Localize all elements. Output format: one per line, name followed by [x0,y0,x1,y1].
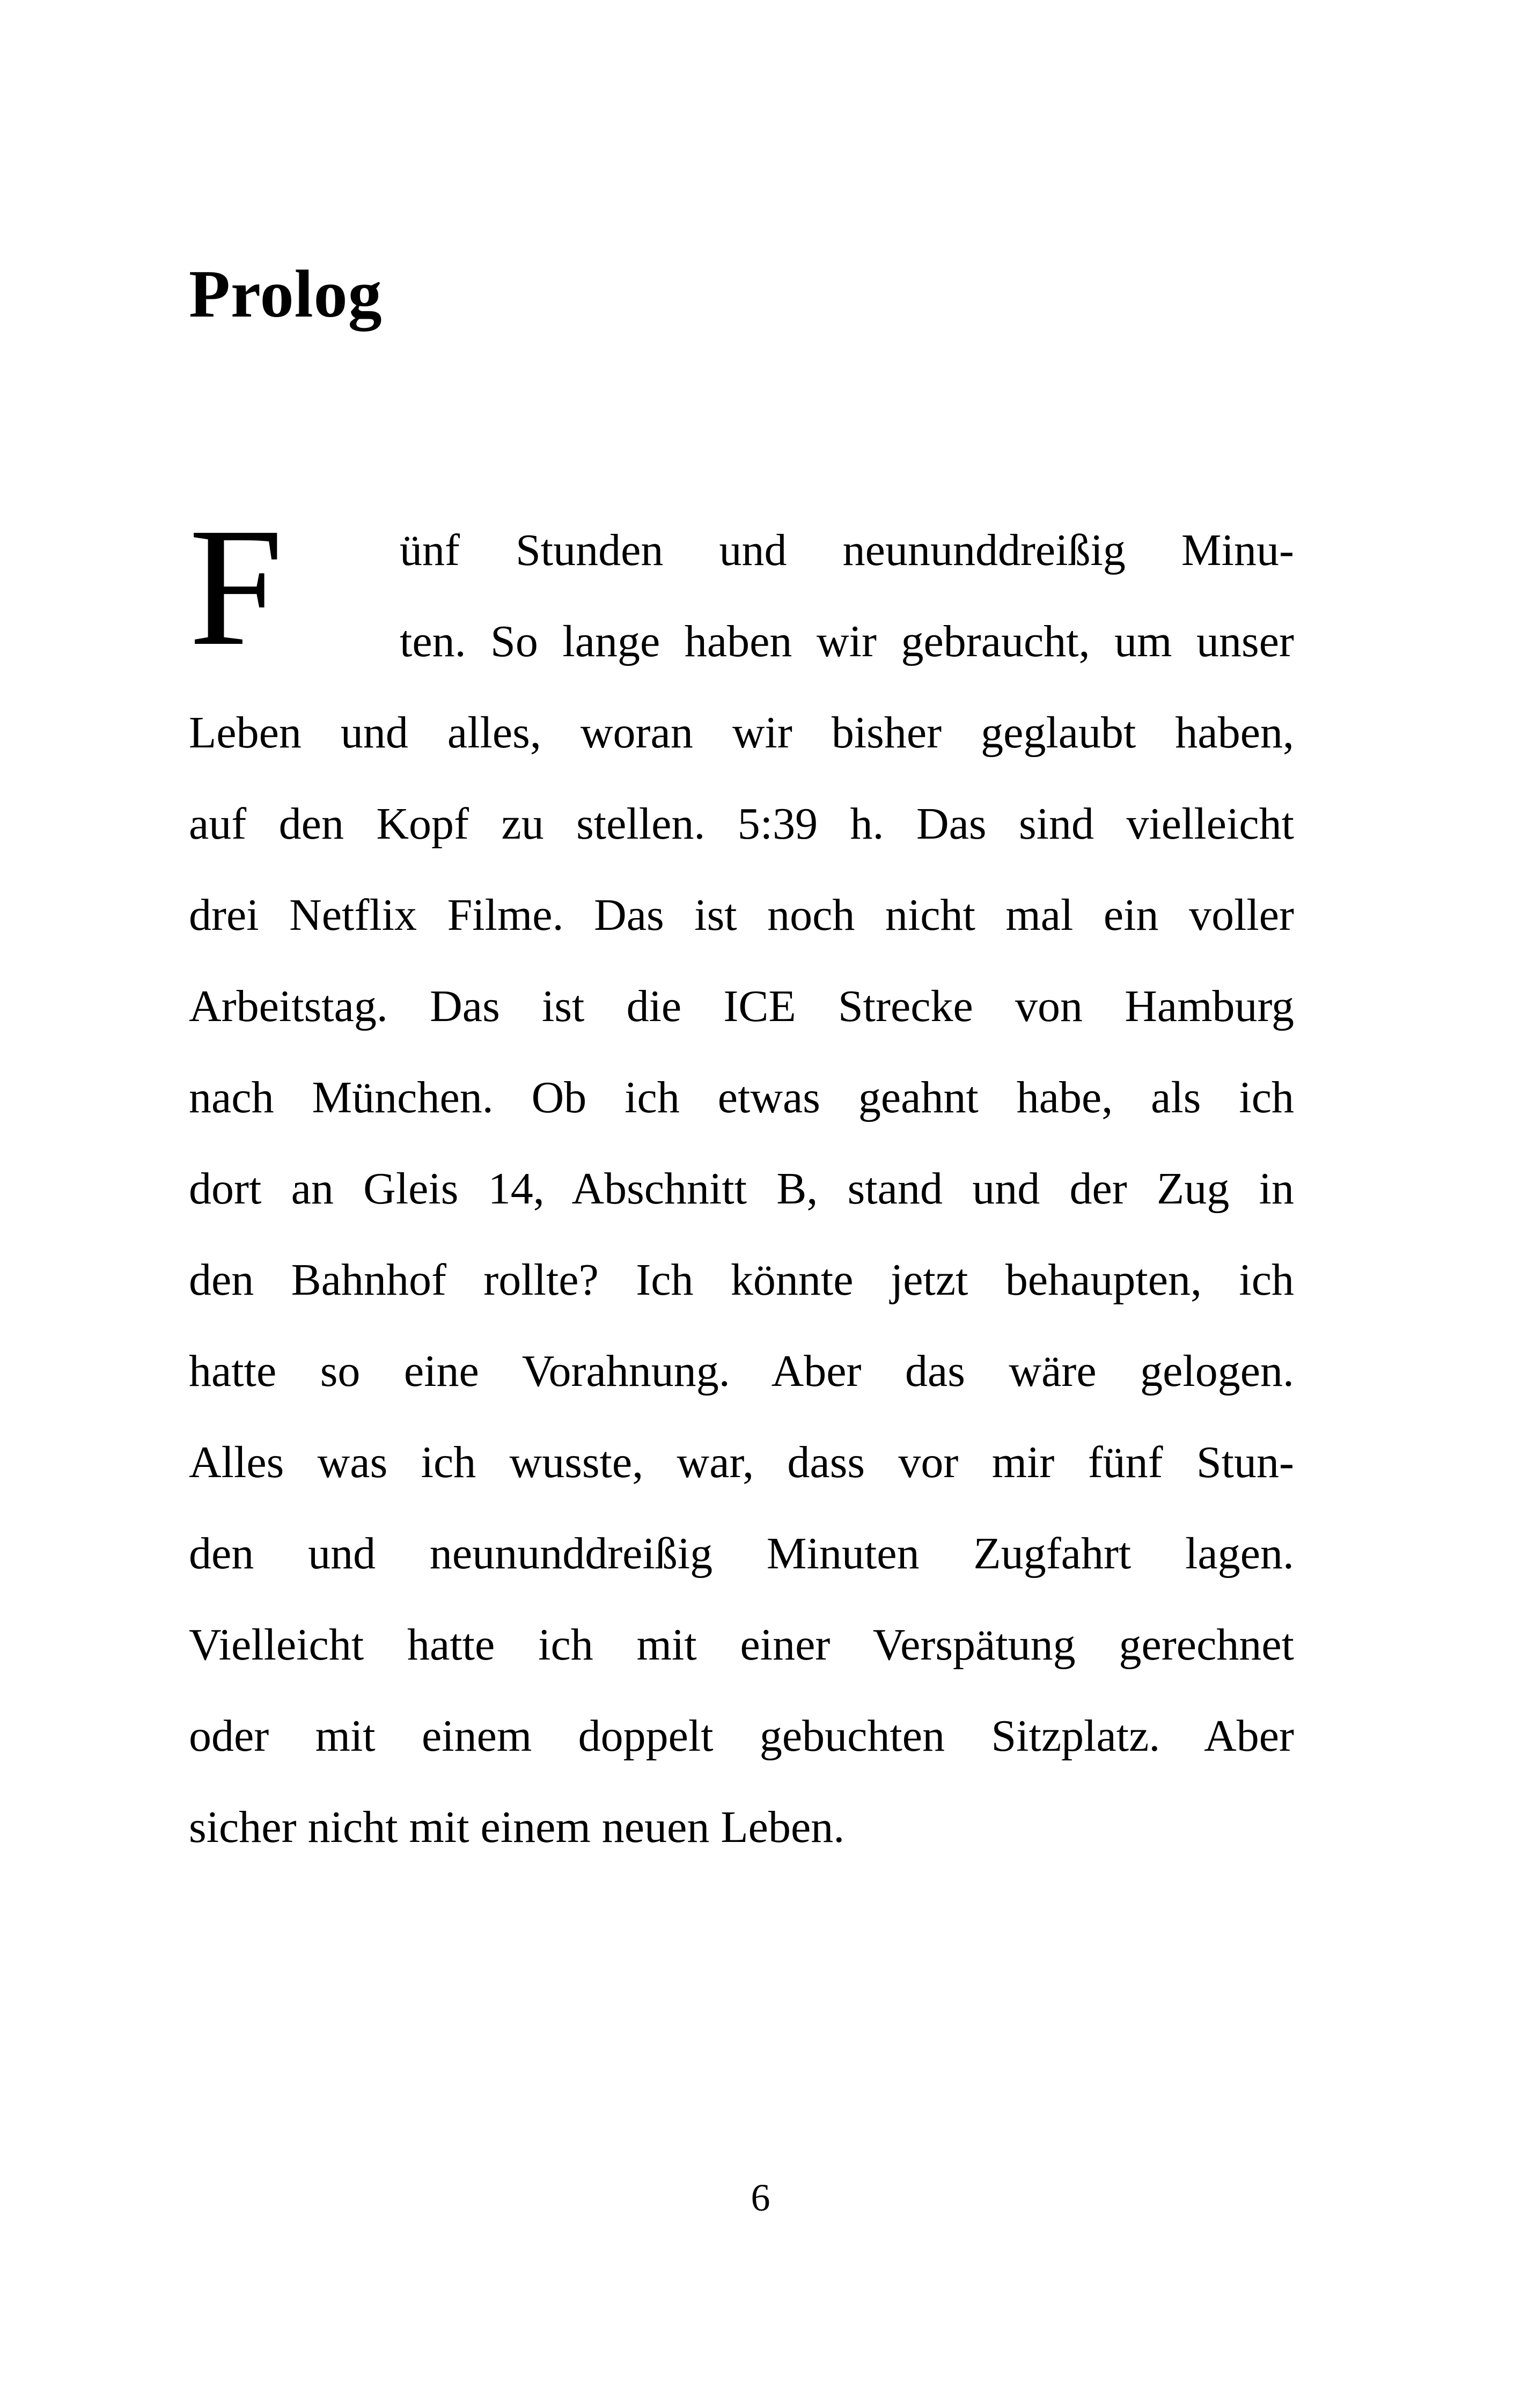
page-number: 6 [751,2176,770,2219]
text-line: dort an Gleis 14, Abschnitt B, stand und der Zug in [189,1164,1294,1214]
text-line: drei Netflix Filme. Das ist noch nicht mal ein voller [189,890,1294,940]
text-line: auf den Kopf zu stellen. 5:39 h. Das sind vielleicht [189,799,1294,849]
text-line: sicher nicht mit einem neuen Leben. [189,1802,845,1852]
text-line: den Bahnhof rollte? Ich könnte jetzt behaupten, ich [189,1255,1294,1305]
text-line: Vielleicht hatte ich mit einer Verspätung gerechnet [189,1620,1294,1670]
text-line: Arbeitstag. Das ist die ICE Strecke von Hamburg [189,981,1294,1031]
chapter-title: Prolog [189,257,383,332]
text-line: ten. So lange haben wir gebraucht, um unser [400,616,1294,666]
text-line: Alles was ich wusste, war, dass vor mir fünf Stun- [189,1437,1294,1487]
text-line: oder mit einem doppelt gebuchten Sitzplatz. Aber [189,1711,1294,1761]
text-line: nach München. Ob ich etwas geahnt habe, als ich [189,1073,1294,1122]
text-line: den und neununddreißig Minuten Zugfahrt lagen. [189,1529,1294,1579]
text-line: Leben und alles, woran wir bisher geglaubt haben, [189,708,1294,758]
text-line: ünf Stunden und neununddreißig Minu- [400,525,1294,575]
drop-cap-letter: F [189,493,283,681]
text-line: hatte so eine Vorahnung. Aber das wäre gelogen. [189,1346,1294,1396]
